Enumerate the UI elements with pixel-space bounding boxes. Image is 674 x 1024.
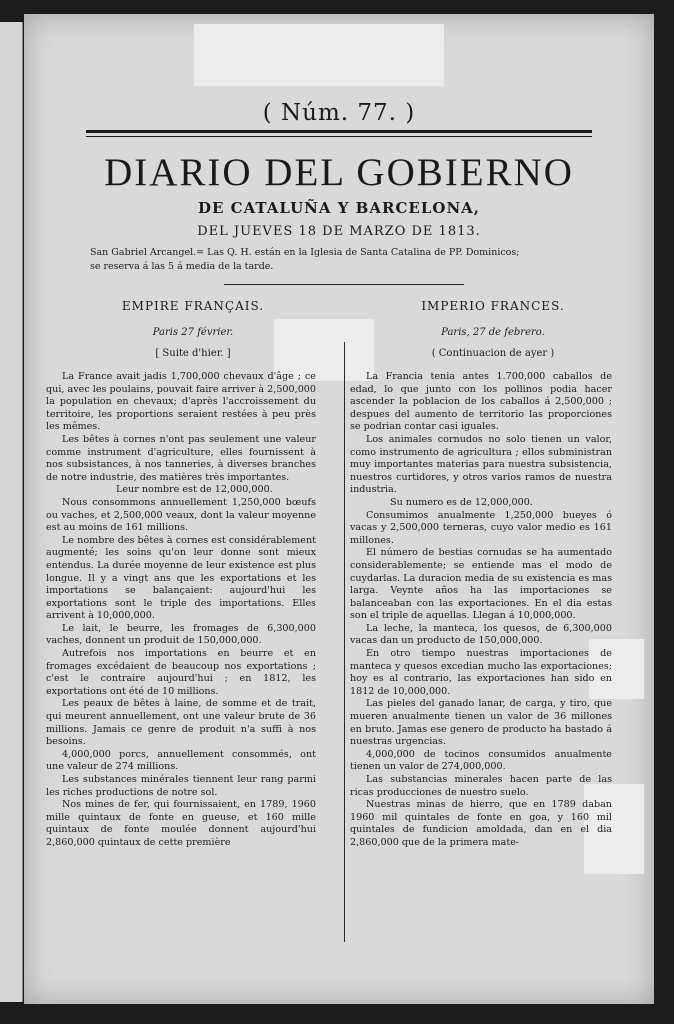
issue-dateline: DEL JUEVES 18 DE MARZO DE 1813.: [197, 224, 481, 239]
issue-number: ( Núm. 77. ): [262, 100, 416, 126]
column-french: [46, 299, 316, 850]
paragraph: 4,000,000 de tocinos consumidos anualmente tienen un valor de 274,000,000.: [350, 748, 612, 773]
paragraph: La leche, la manteca, los quesos, de 6,300,000 vacas dan un producto de 150,000,000.: [350, 622, 612, 647]
paragraph: Las pieles del ganado lanar, de carga, y tiro, que mueren anualmente tienen un valor de 36 millones en bruto. Jamas ese genero de producto ha bastado á nuestras urgencias.: [350, 698, 612, 748]
section-heading-spanish: IMPERIO FRANCES.: [421, 299, 565, 313]
paragraph: La Francia tenia antes 1.700,000 caballos de edad, lo que junto con los pollinos podia hacer ascender la poblacion de los caballos á 2,500,000 ; despues del aumento de territorio las proporciones se podrian contar casi iguales.: [350, 371, 612, 433]
section-heading-french: EMPIRE FRANÇAIS.: [121, 299, 265, 313]
paragraph: Las substancias minerales hacen parte de las ricas producciones de nuestro suelo.: [350, 774, 612, 798]
paragraph: Los animales cornudos no solo tienen un valor, como instrumento de agricultura ; ellos subministran muy importantes materias para nuestra subsistencia, nuestros curtidores, y otros varios ramos de nuestra industria.: [350, 433, 612, 496]
saint-of-day-line: San Gabriel Arcangel.= Las Q. H. están en la Iglesia de Santa Catalina de PP. Dominicos;: [90, 247, 520, 258]
paragraph: Nous consommons annuellement 1,250,000 bœufs ou vaches, et 2,500,000 veaux, dont la valeur moyenne est au moins de 161 millions.: [46, 496, 316, 534]
dateline-spanish: [374, 327, 612, 338]
saint-of-day-line-2: se reserva á las 5 á media de la tarde.: [90, 261, 274, 272]
paragraph: Nos mines de fer, qui fournissaient, en 1789, 1960 mille quintaux de fonte en gueuse, et 160 mille quintaux de fonte moulée donnent aujourd'hui 2,860,000 quintaux de cette première: [46, 799, 316, 848]
paragraph: Consumimos anualmente 1,250,000 bueyes ó vacas y 2,500,000 terneras, cuyo valor medio es 161 millones.: [350, 509, 612, 546]
paragraph: Leur nombre est de 12,000,000.: [116, 484, 273, 496]
column-divider: [344, 342, 345, 942]
paragraph: Su numero es de 12,000,000.: [390, 496, 533, 508]
previous-page-edge: [0, 22, 23, 1002]
dateline-french-text: Paris 27 février.: [152, 327, 234, 338]
paragraph: Autrefois nos importations en beurre et en fromages excédaient de beaucoup nos exportations ; c'est le contraire aujourd'hui ; en 1812, les exportations ont été de 10 millions.: [46, 648, 316, 697]
newspaper-title: DIARIO DEL GOBIERNO: [104, 151, 574, 194]
paragraph: Nuestras minas de hierro, que en 1789 daban 1960 mil quintales de fonte en goa, y 160 mil quintales de fundicion amoldada, dan en el dia 2,860,000 que de la primera mate-: [350, 799, 612, 848]
newspaper-subtitle: DE CATALUÑA Y BARCELONA,: [197, 199, 481, 217]
article-body-french: [46, 371, 316, 850]
paragraph: Les bêtes à cornes n'ont pas seulement une valeur comme instrument d'agriculture, elles fournissent à nos subsistances, à nos tanneries, à diverses branches de notre industrie, des matières très importantes.: [46, 433, 316, 483]
paragraph: 4,000,000 porcs, annuellement consommés, ont une valeur de 274 millions.: [46, 748, 316, 773]
column-spanish: [350, 299, 612, 850]
paragraph: Les substances minérales tiennent leur rang parmi les riches productions de notre sol.: [46, 774, 316, 798]
paragraph: En otro tiempo nuestras importaciones de manteca y quesos excedian mucho las exportaciones; hoy es al contrario, las exportaciones han sido en 1812 de 10,000,000.: [350, 648, 612, 697]
dateline-spanish-text: Paris, 27 de febrero.: [441, 327, 545, 338]
newspaper-page: [24, 14, 654, 1004]
paragraph: Le lait, le beurre, les fromages de 6,300,000 vaches, donnent un produit de 150,000,000.: [46, 622, 316, 647]
article-body-spanish: [350, 371, 612, 850]
header-rule-thin: [86, 136, 592, 137]
ornament-rule: [224, 284, 464, 285]
paragraph: Le nombre des bêtes à cornes est considérablement augmenté; les soins qu'on leur donne sont mieux entendus. La durée moyenne de leur existence est plus longue. Il y a vingt ans que les exportations et les importations se balançaient: aujourd'hui les exportations sont le triple des importations. Elles arrivent à 10,000,000.: [46, 534, 316, 622]
paragraph: La France avait jadis 1,700,000 chevaux d'âge ; ce qui, avec les poulains, pouvait faire arriver à 2,500,000 la population en chevaux; d'après l'accroissement du territoire, les proportions seraient restées à peu près les mêmes.: [46, 371, 316, 433]
paper-patch: [194, 24, 444, 86]
continuation-note-french: [ Suite d'hier. ]: [155, 348, 231, 359]
dateline-french: [70, 327, 316, 338]
header-rule-thick: [86, 130, 592, 133]
paragraph: El número de bestias cornudas se ha aumentado considerablemente; se entiende mas el modo de cuydarlas. La duracion media de su existencia es mas larga. Veynte años ha las importaciones se balanceaban con las exportaciones. En el dia estas son el triple de aquellas. Llegan á 10,000,000.: [350, 547, 612, 622]
continuation-note-spanish: ( Continuacion de ayer ): [431, 348, 555, 359]
paragraph: Les peaux de bêtes à laine, de somme et de trait, qui meurent annuellement, ont une valeur brute de 36 millions. Jamais ce genre de produit n'a suffi à nos besoins.: [46, 698, 316, 748]
